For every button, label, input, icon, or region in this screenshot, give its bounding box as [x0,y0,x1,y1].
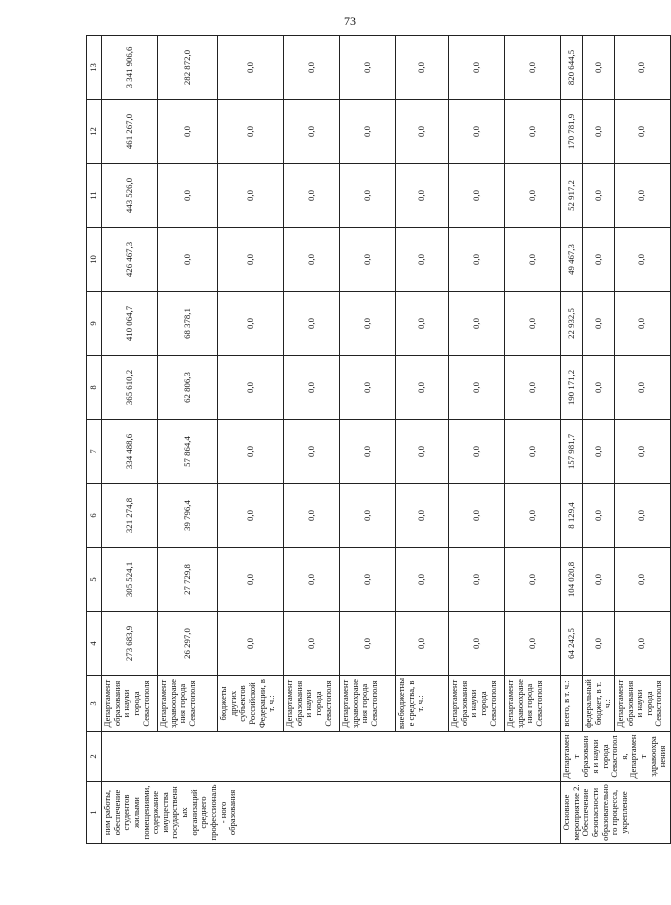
value-cell: 57 864,4 [158,420,218,484]
header-cell: 7 [87,420,102,484]
value-cell: 0,0 [614,36,670,100]
value-cell: 0,0 [505,484,561,548]
value-cell: 0,0 [396,356,449,420]
value-cell: 0,0 [284,548,340,612]
value-cell: 365 610,2 [102,356,158,420]
header-cell: 11 [87,164,102,228]
value-cell: 0,0 [340,164,396,228]
value-cell: 0,0 [583,292,615,356]
rotated-table-content [86,36,668,844]
funding-source-cell: Департамент образования и науки города Севастополя [614,676,670,732]
value-cell: 0,0 [505,164,561,228]
value-cell: 0,0 [158,228,218,292]
funding-source-cell: Департамент здравоохранения города Севастополя [340,676,396,732]
value-cell: 321 274,8 [102,484,158,548]
value-cell: 0,0 [396,100,449,164]
header-cell: 2 [87,732,102,782]
value-cell: 0,0 [614,228,670,292]
value-cell: 0,0 [396,164,449,228]
value-cell: 22 932,5 [561,292,583,356]
value-cell: 26 297,0 [158,612,218,676]
value-cell: 0,0 [505,612,561,676]
value-cell: 0,0 [614,292,670,356]
table-row [614,36,670,844]
header-cell: 4 [87,612,102,676]
value-cell: 68 378,1 [158,292,218,356]
value-cell: 0,0 [449,420,505,484]
header-cell: 9 [87,292,102,356]
value-cell: 0,0 [218,356,284,420]
header-cell: 5 [87,548,102,612]
value-cell: 0,0 [505,100,561,164]
value-cell: 0,0 [449,100,505,164]
header-cell: 1 [87,782,102,844]
value-cell: 0,0 [218,548,284,612]
value-cell: 0,0 [284,36,340,100]
value-cell: 0,0 [340,100,396,164]
value-cell: 0,0 [449,292,505,356]
activity-cell: ним работы, обеспечение студентов жилыми помещениями, содержание имущества государственных организаций среднего профессиональ- ного образования [102,782,561,844]
funding-source-cell: бюджеты других субъектов Российской Федерации, в т. ч.: [218,676,284,732]
header-cell: 8 [87,356,102,420]
value-cell: 0,0 [614,356,670,420]
table-row [284,36,340,844]
activity-cell: Основное мероприятие 2. Обеспечение безопасности образовательного процесса, укрепление [561,782,671,844]
funding-source-cell: внебюджетные средства, в т. ч.: [396,676,449,732]
value-cell: 0,0 [396,612,449,676]
value-cell: 0,0 [158,100,218,164]
value-cell: 64 242,5 [561,612,583,676]
value-cell: 0,0 [218,612,284,676]
header-cell: 12 [87,100,102,164]
value-cell: 0,0 [284,356,340,420]
value-cell: 0,0 [218,164,284,228]
value-cell: 0,0 [218,36,284,100]
table-row [340,36,396,844]
value-cell: 0,0 [614,548,670,612]
value-cell: 0,0 [505,548,561,612]
value-cell: 0,0 [614,484,670,548]
value-cell: 0,0 [505,356,561,420]
table-row [102,36,158,844]
value-cell: 0,0 [614,100,670,164]
value-cell: 0,0 [218,420,284,484]
value-cell: 0,0 [218,484,284,548]
value-cell: 334 488,6 [102,420,158,484]
value-cell: 52 917,2 [561,164,583,228]
value-cell: 0,0 [505,292,561,356]
value-cell: 0,0 [396,36,449,100]
value-cell: 0,0 [449,612,505,676]
value-cell: 0,0 [284,484,340,548]
value-cell: 0,0 [340,484,396,548]
value-cell: 0,0 [449,484,505,548]
value-cell: 0,0 [505,36,561,100]
funding-source-cell: Департамент образования и науки города Севастополя [284,676,340,732]
value-cell: 0,0 [218,292,284,356]
value-cell: 0,0 [449,548,505,612]
value-cell: 0,0 [396,228,449,292]
value-cell: 0,0 [284,228,340,292]
value-cell: 0,0 [614,420,670,484]
value-cell: 426 467,3 [102,228,158,292]
value-cell: 39 796,4 [158,484,218,548]
funding-source-cell: Департамент здравоохранения города Севастополя [505,676,561,732]
value-cell: 0,0 [284,612,340,676]
value-cell: 190 171,2 [561,356,583,420]
table-row [449,36,505,844]
value-cell: 157 981,7 [561,420,583,484]
value-cell: 0,0 [583,228,615,292]
table-body [87,36,671,844]
table-row [158,36,218,844]
value-cell: 104 020,8 [561,548,583,612]
value-cell: 0,0 [614,612,670,676]
value-cell: 0,0 [158,164,218,228]
header-cell: 10 [87,228,102,292]
value-cell: 0,0 [505,228,561,292]
value-cell: 0,0 [583,484,615,548]
table-row [218,36,284,844]
value-cell: 0,0 [449,36,505,100]
column-number-row [87,36,102,844]
executor-cell [102,732,561,782]
value-cell: 0,0 [284,164,340,228]
value-cell: 27 729,8 [158,548,218,612]
table-row [396,36,449,844]
value-cell: 0,0 [396,292,449,356]
value-cell: 273 683,9 [102,612,158,676]
table-row [561,36,583,844]
executor-cell: Департамент образования и науки города Севастополя, Департамент здравоохранения [561,732,671,782]
value-cell: 0,0 [505,420,561,484]
value-cell: 0,0 [218,100,284,164]
value-cell: 282 872,0 [158,36,218,100]
value-cell: 0,0 [614,164,670,228]
value-cell: 0,0 [340,548,396,612]
table-row [583,36,615,844]
value-cell: 0,0 [284,100,340,164]
value-cell: 3 341 906,6 [102,36,158,100]
value-cell: 0,0 [284,420,340,484]
value-cell: 8 129,4 [561,484,583,548]
value-cell: 820 644,5 [561,36,583,100]
value-cell: 0,0 [583,420,615,484]
value-cell: 0,0 [340,356,396,420]
page-number: 73 [344,14,356,28]
value-cell: 0,0 [583,356,615,420]
value-cell: 461 267,0 [102,100,158,164]
header-cell: 3 [87,676,102,732]
funding-source-cell: Департамент образования и науки города Севастополя [102,676,158,732]
value-cell: 0,0 [583,612,615,676]
value-cell: 0,0 [396,548,449,612]
rotated-table-area [86,36,668,844]
value-cell: 0,0 [284,292,340,356]
value-cell: 0,0 [340,228,396,292]
value-cell: 0,0 [340,292,396,356]
value-cell: 0,0 [396,420,449,484]
value-cell: 0,0 [218,228,284,292]
value-cell: 0,0 [449,356,505,420]
header-cell: 13 [87,36,102,100]
value-cell: 0,0 [340,36,396,100]
budget-table [86,35,671,844]
value-cell: 0,0 [449,164,505,228]
value-cell: 305 524,1 [102,548,158,612]
funding-source-cell: федеральный бюджет, в т. ч.: [583,676,615,732]
value-cell: 0,0 [583,100,615,164]
value-cell: 443 526,0 [102,164,158,228]
value-cell: 0,0 [396,484,449,548]
value-cell: 49 467,3 [561,228,583,292]
funding-source-cell: Департамент образования и науки города Севастополя [449,676,505,732]
value-cell: 0,0 [583,164,615,228]
value-cell: 62 806,3 [158,356,218,420]
value-cell: 0,0 [340,420,396,484]
funding-source-cell: всего, в т. ч.: [561,676,583,732]
value-cell: 0,0 [583,36,615,100]
value-cell: 170 781,9 [561,100,583,164]
funding-source-cell: Департамент здравоохранения города Севастополя [158,676,218,732]
table-row [505,36,561,844]
value-cell: 0,0 [449,228,505,292]
value-cell: 0,0 [340,612,396,676]
value-cell: 410 064,7 [102,292,158,356]
header-cell: 6 [87,484,102,548]
value-cell: 0,0 [583,548,615,612]
